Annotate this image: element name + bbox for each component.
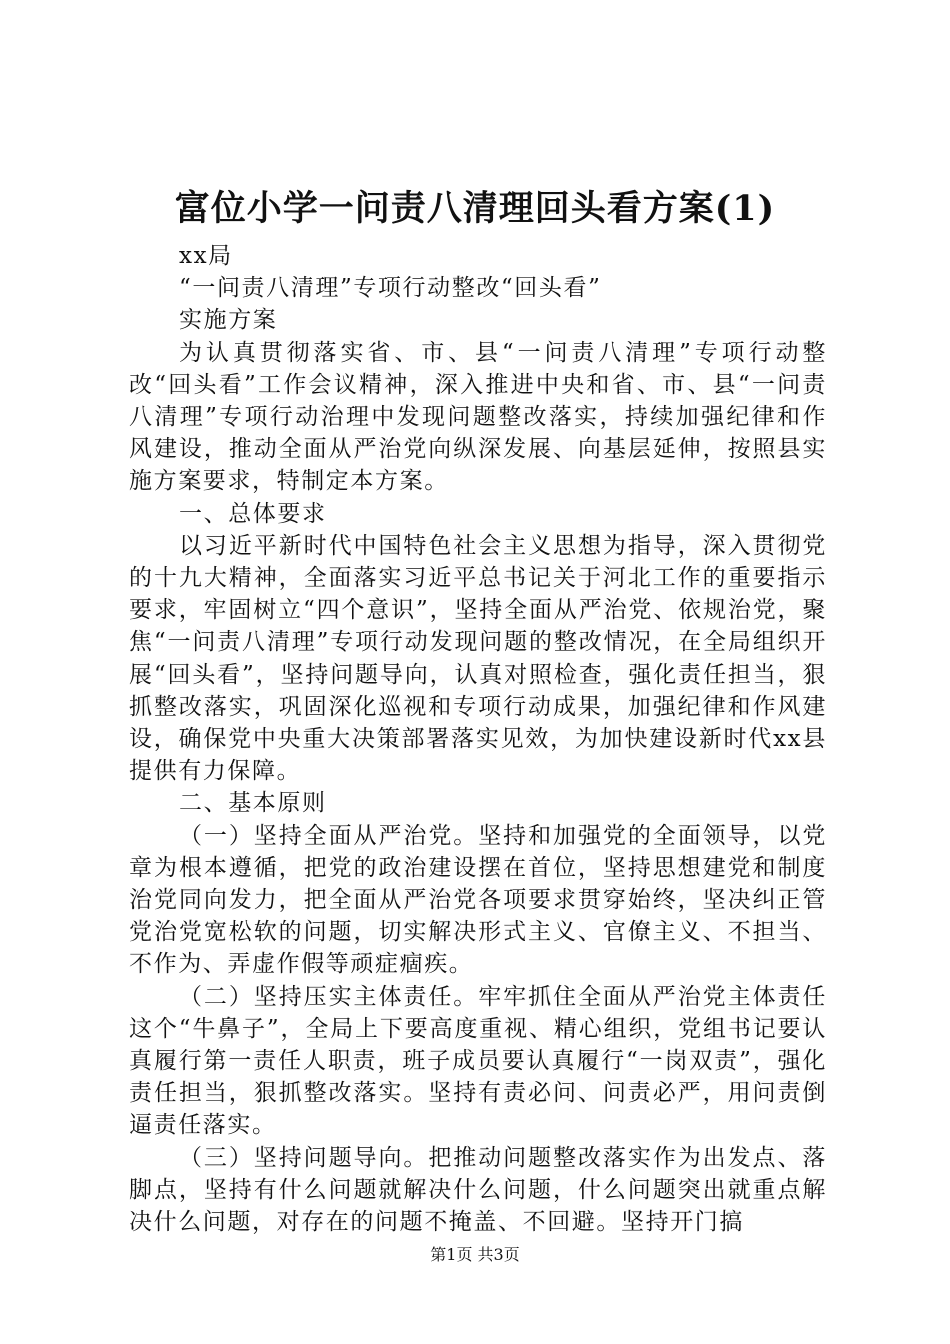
paragraph-subtitle-2: 实施方案 <box>179 307 278 334</box>
section-heading-general: 一、总体要求 <box>179 500 327 527</box>
paragraph-intro: 为认真贯彻落实省、市、县“一问责八清理”专项行动整改“回头看”工作会议精神，深入推进中央和省、市、县“一问责八清理”专项行动治理中发现问题整改落实，持续加强纪律和作风建设，推动全面从严治党向纵深发展、向基层延伸，按照县实施方案要求，特制定本方案。 <box>129 339 827 495</box>
document-title: 富位小学一问责八清理回头看方案(1) <box>174 188 776 229</box>
paragraph-general: 以习近平新时代中国特色社会主义思想为指导，深入贯彻党的十九大精神，全面落实习近平总书记关于河北工作的重要指示要求，牢固树立“四个意识”，坚持全面从严治党、依规治党，聚焦“一问责八清理”专项行动发现问题的整改情况，在全局组织开展“回头看”，坚持问题导向，认真对照检查，强化责任担当，狠抓整改落实，巩固深化巡视和专项行动成果，加强纪律和作风建设，确保党中央重大决策部署落实见效，为加快建设新时代xx县提供有力保障。 <box>129 532 827 785</box>
section-heading-principles: 二、基本原则 <box>179 790 327 817</box>
page-footer: 第1页 共3页 <box>430 1245 520 1264</box>
paragraph-subtitle: “一问责八清理”专项行动整改“回头看” <box>179 275 602 302</box>
paragraph-principle-2: （二）坚持压实主体责任。牢牢抓住全面从严治党主体责任这个“牛鼻子”，全局上下要高度重视、精心组织，党组书记要认真履行第一责任人职责，班子成员要认真履行“一岗双责”，强化责任担当，狠抓整改落实。坚持有责必问、问责必严，用问责倒逼责任落实。 <box>129 983 827 1139</box>
paragraph-issuer: xx局 <box>179 243 233 269</box>
paragraph-principle-1: （一）坚持全面从严治党。坚持和加强党的全面领导，以党章为根本遵循，把党的政治建设摆在首位，坚持思想建党和制度治党同向发力，把全面从严治党各项要求贯穿始终，坚决纠正管党治党宽松软的问题，切实解决形式主义、官僚主义、不担当、不作为、弄虚作假等顽症痼疾。 <box>129 822 827 978</box>
paragraph-principle-3: （三）坚持问题导向。把推动问题整改落实作为出发点、落脚点，坚持有什么问题就解决什么问题，什么问题突出就重点解决什么问题，对存在的问题不掩盖、不回避。坚持开门搞 <box>129 1144 827 1236</box>
document-body <box>129 240 827 1238</box>
